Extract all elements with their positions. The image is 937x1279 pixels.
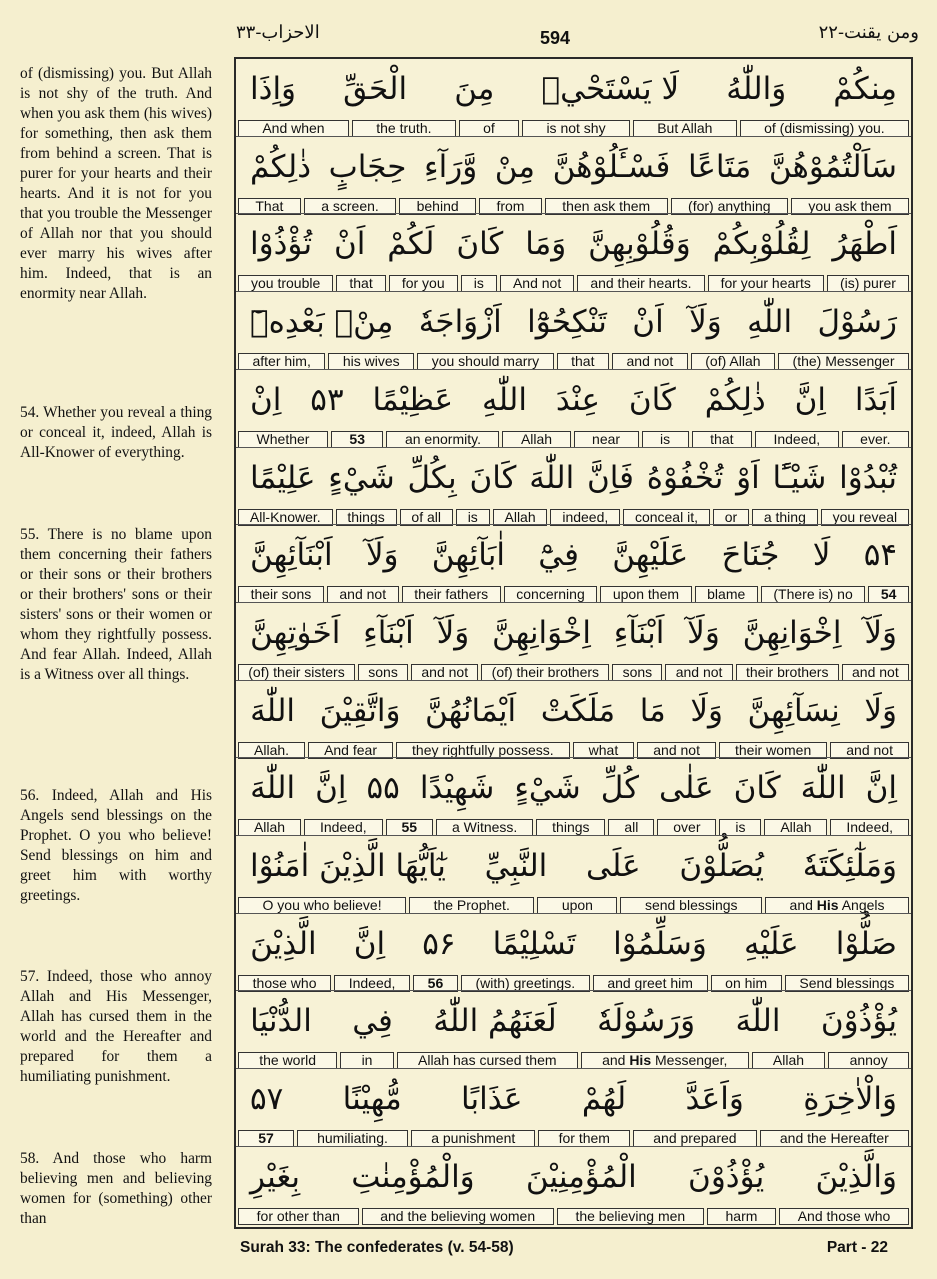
arabic-word: كَانَ xyxy=(456,226,504,263)
arabic-word: مَا xyxy=(639,692,666,729)
gloss-cell: the Prophet. xyxy=(409,897,534,914)
gloss-cell: ever. xyxy=(842,431,909,448)
arabic-word: وَلَآ xyxy=(436,614,470,651)
gloss-cell: and not xyxy=(411,664,478,681)
arabic-word: ذٰلِكُمْ xyxy=(704,381,766,418)
arabic-word: كُلِّ xyxy=(600,770,639,807)
arabic-word: فِي xyxy=(352,1003,393,1040)
arabic-word: الْمُؤْمِنِيْنَ xyxy=(525,1158,637,1195)
arabic-word: اَبْنَآءِ xyxy=(613,614,665,651)
gloss-cell: in xyxy=(340,1052,393,1069)
arabic-word: تُبْدُوْا xyxy=(839,459,897,496)
gloss-cell: is not shy xyxy=(522,120,630,137)
gloss-cell: 54 xyxy=(868,586,909,603)
arabic-word: اَنْ xyxy=(632,304,664,341)
arabic-word: ۵۶ xyxy=(422,925,456,962)
gloss-cell xyxy=(581,1052,749,1069)
gloss-cell: the truth. xyxy=(352,120,456,137)
arabic-word: الْحَقِّ xyxy=(343,71,408,107)
gloss-cell: sons xyxy=(612,664,662,681)
arabic-word: اَخَوٰتِهِنَّ xyxy=(250,614,341,651)
gloss-cell: those who xyxy=(238,975,331,992)
gloss-text: Messenger, xyxy=(651,1052,728,1069)
arabic-word: رَسُوْلَ xyxy=(817,304,897,341)
translation-paragraph: 56. Indeed, Allah and His Angels send blessings on the Prophet. O you who believe! Send blessings on him and greet him with worthy greetings. xyxy=(20,787,212,904)
arabic-word: اَزْوَاجَهٗ xyxy=(418,304,502,341)
gloss-cell: Allah xyxy=(752,1052,826,1069)
gloss-cell: a punishment xyxy=(411,1130,535,1147)
gloss-line xyxy=(238,1130,909,1147)
arabic-word: مَلَكَتْ xyxy=(540,692,616,729)
verse-row xyxy=(236,836,911,914)
gloss-cell: conceal it, xyxy=(623,509,710,526)
verse-row xyxy=(236,525,911,603)
gloss-cell: Allah xyxy=(502,431,570,448)
gloss-cell: (There is) no xyxy=(761,586,865,603)
row-divider xyxy=(236,136,911,137)
arabic-word: شَهِيْدًا xyxy=(419,770,495,807)
arabic-word: ۵۳ xyxy=(310,381,344,418)
row-divider xyxy=(236,835,911,836)
gloss-cell: and not xyxy=(665,664,732,681)
arabic-word: وَلَآ xyxy=(864,614,897,651)
arabic-word: نِسَآئِهِنَّ xyxy=(747,692,840,729)
gloss-cell: of xyxy=(459,120,519,137)
verse-row xyxy=(236,370,911,448)
arabic-word: مِنْ xyxy=(494,148,535,185)
gloss-cell: things xyxy=(536,819,605,836)
arabic-line xyxy=(236,914,911,974)
gloss-cell: Indeed, xyxy=(830,819,909,836)
gloss-cell: And fear xyxy=(308,742,393,759)
arabic-word: تَسْلِيْمًا xyxy=(492,925,576,962)
arabic-word: يُؤْذُوْنَ xyxy=(688,1158,765,1195)
arabic-word: اِنَّ xyxy=(865,770,897,807)
arabic-word: اَنْ xyxy=(333,226,366,263)
gloss-cell: Whether xyxy=(238,431,328,448)
arabic-line xyxy=(236,448,911,508)
arabic-word: عَلَى xyxy=(586,848,641,884)
gloss-cell: 56 xyxy=(413,975,458,992)
arabic-word: ۵۴ xyxy=(863,537,897,574)
gloss-cell: from xyxy=(479,198,542,215)
arabic-word: جُنَاحَ xyxy=(721,537,780,574)
gloss-cell: Send blessings xyxy=(785,975,909,992)
gloss-cell: is xyxy=(719,819,761,836)
arabic-line xyxy=(236,836,911,896)
arabic-line xyxy=(236,59,911,119)
gloss-text: and xyxy=(789,897,817,913)
gloss-cell: behind xyxy=(399,198,476,215)
verse-row xyxy=(236,914,911,992)
gloss-line xyxy=(238,198,909,215)
row-divider xyxy=(236,1068,911,1069)
gloss-cell: over xyxy=(657,819,716,836)
arabic-word: اللّٰهَ xyxy=(800,770,846,807)
arabic-word: اللّٰهِ xyxy=(482,381,527,418)
arabic-word: اِنَّ xyxy=(315,770,347,807)
gloss-line xyxy=(238,1052,909,1069)
arabic-line xyxy=(236,214,911,274)
arabic-word: لَعَنَهُمُ اللّٰهُ xyxy=(433,1003,557,1040)
arabic-word: اَطْهَرُ xyxy=(832,226,897,263)
gloss-line xyxy=(238,431,909,448)
gloss-cell: they rightfully possess. xyxy=(396,742,570,759)
gloss-cell: that xyxy=(336,275,385,292)
arabic-word: فَسْـَٔلُوْهُنَّ xyxy=(552,148,671,185)
gloss-text: Angels xyxy=(838,897,885,913)
arabic-word: بِغَيْرِ xyxy=(250,1158,301,1195)
row-divider xyxy=(236,757,911,758)
gloss-cell: an enormity. xyxy=(386,431,499,448)
gloss-cell xyxy=(765,897,909,914)
surah-title-arabic: الاحزاب-٣٣ xyxy=(236,22,320,43)
gloss-cell: Allah xyxy=(238,819,301,836)
gloss-cell: Indeed, xyxy=(755,431,839,448)
arabic-word: لِقُلُوْبِكُمْ xyxy=(712,226,811,263)
gloss-line xyxy=(238,275,909,292)
translation-paragraph: of (dismissing) you. But Allah is not shy of the truth. And when you ask them (his wives) for something, then ask them from behind a screen. That is purer for your hearts and their hearts. And it is not for you that you trouble the Messenger of Allah nor that you should ever marry his wives after him. Indeed, that is an enormity near Allah. xyxy=(20,65,212,302)
gloss-line xyxy=(238,742,909,759)
page-header xyxy=(0,22,937,50)
row-divider xyxy=(236,913,911,914)
gloss-cell: you trouble xyxy=(238,275,333,292)
gloss-cell: 55 xyxy=(386,819,433,836)
arabic-word: بِكُلِّ xyxy=(407,459,457,496)
arabic-word: عِنْدَ xyxy=(555,381,600,418)
gloss-cell: and prepared xyxy=(633,1130,757,1147)
arabic-word: تُؤْذُوْا xyxy=(250,226,313,263)
row-divider xyxy=(236,369,911,370)
gloss-cell: and not xyxy=(830,742,909,759)
gloss-cell: And when xyxy=(238,120,349,137)
verse-row xyxy=(236,991,911,1069)
arabic-word: يُؤْذُوْنَ xyxy=(820,1003,897,1040)
gloss-line xyxy=(238,353,909,370)
gloss-cell: for other than xyxy=(238,1208,359,1225)
gloss-cell: you reveal xyxy=(821,509,909,526)
gloss-cell: their fathers xyxy=(402,586,501,603)
verse-row xyxy=(236,59,911,137)
arabic-word: عَذَابًا xyxy=(461,1081,523,1118)
gloss-cell: is xyxy=(456,509,490,526)
gloss-cell: for your hearts xyxy=(708,275,824,292)
gloss-cell: and their hearts. xyxy=(577,275,704,292)
arabic-word: وَلَا xyxy=(690,692,723,729)
gloss-cell: And not xyxy=(500,275,574,292)
gloss-cell: indeed, xyxy=(550,509,620,526)
arabic-word: وَمَا xyxy=(525,226,567,263)
arabic-word: وَّرَآءِ xyxy=(424,148,478,185)
gloss-line xyxy=(238,975,909,992)
gloss-cell: a screen. xyxy=(304,198,396,215)
arabic-word: حِجَابٍ xyxy=(328,148,407,185)
page-number: 594 xyxy=(540,28,571,48)
row-divider xyxy=(236,524,911,525)
gloss-cell: on him xyxy=(711,975,782,992)
arabic-line xyxy=(236,603,911,663)
gloss-cell: harm xyxy=(707,1208,776,1225)
arabic-word: وَلَآ xyxy=(687,614,720,651)
arabic-word: وَلَا xyxy=(864,692,897,729)
gloss-cell: the believing men xyxy=(557,1208,704,1225)
arabic-word: مِنْۢ بَعْدِهٖٓ xyxy=(250,304,394,341)
gloss-cell: is xyxy=(642,431,689,448)
gloss-cell: their brothers xyxy=(736,664,839,681)
arabic-word: وَالَّذِيْنَ xyxy=(815,1158,897,1195)
gloss-cell: a thing xyxy=(752,509,818,526)
word-by-word-grid xyxy=(234,57,913,1229)
arabic-word: الَّذِيْنَ xyxy=(250,925,317,962)
verse-row xyxy=(236,758,911,836)
arabic-line xyxy=(236,292,911,352)
arabic-word: لَا يَسْتَحْيٖ xyxy=(541,71,680,107)
arabic-word: كَانَ xyxy=(733,770,781,807)
gloss-cell: annoy xyxy=(828,1052,909,1069)
arabic-word: وَالْمُؤْمِنٰتِ xyxy=(351,1158,475,1195)
gloss-cell: for them xyxy=(538,1130,630,1147)
gloss-cell: (for) anything xyxy=(671,198,788,215)
gloss-cell: of all xyxy=(400,509,453,526)
gloss-cell: and not xyxy=(637,742,716,759)
arabic-word: عَظِيْمًا xyxy=(372,381,454,418)
gloss-cell: all xyxy=(608,819,654,836)
arabic-word: ۵۷ xyxy=(250,1081,284,1118)
gloss-line xyxy=(238,120,909,137)
gloss-cell: and not xyxy=(842,664,909,681)
gloss-cell: 53 xyxy=(331,431,384,448)
gloss-cell: that xyxy=(692,431,752,448)
arabic-line xyxy=(236,1147,911,1207)
arabic-word: اَبَدًا xyxy=(854,381,897,418)
gloss-cell: after him, xyxy=(238,353,325,370)
gloss-cell: what xyxy=(573,742,635,759)
gloss-cell: Allah xyxy=(764,819,827,836)
verse-row xyxy=(236,1147,911,1225)
gloss-cell: blame xyxy=(695,586,758,603)
verse-row xyxy=(236,1069,911,1147)
gloss-cell: sons xyxy=(358,664,408,681)
gloss-cell: and the believing women xyxy=(362,1208,554,1225)
arabic-word: وَاِذَا xyxy=(250,71,297,107)
arabic-word: اللّٰهَ xyxy=(735,1003,781,1040)
gloss-cell: (the) Messenger xyxy=(778,353,909,370)
gloss-line xyxy=(238,1208,909,1225)
verse-row xyxy=(236,292,911,370)
arabic-word: اللّٰهَ xyxy=(250,692,296,729)
gloss-cell: then ask them xyxy=(545,198,668,215)
arabic-word: لَكُمْ xyxy=(387,226,435,263)
translation-paragraph: 55. There is no blame upon them concerning their fathers or their sons or their brothers or their brothers' sons or their sisters' sons or their women or whom they rightfully possess. And fear Allah. Indeed, Allah is a Witness over all things. xyxy=(20,526,212,683)
arabic-word: تَنْكِحُوْٓا xyxy=(527,304,607,341)
arabic-word: اللّٰهَ xyxy=(529,459,575,496)
arabic-line xyxy=(236,370,911,430)
translation-paragraph: 57. Indeed, those who annoy Allah and His Messenger, Allah has cursed them in the world and the Hereafter and prepared for them a humiliating punishment. xyxy=(20,968,212,1085)
part-footer: Part - 22 xyxy=(826,1239,888,1256)
gloss-cell: But Allah xyxy=(633,120,737,137)
gloss-cell: Indeed, xyxy=(334,975,410,992)
arabic-word: اِنَّ xyxy=(794,381,826,418)
arabic-word: صَلُّوْا xyxy=(835,925,897,962)
gloss-cell: upon xyxy=(537,897,617,914)
arabic-word: اَبْنَآئِهِنَّ xyxy=(250,537,333,574)
surah-footer: Surah 33: The confederates (v. 54-58) xyxy=(240,1239,514,1256)
arabic-word: النَّبِيِّ xyxy=(484,848,548,884)
gloss-cell: (of) their brothers xyxy=(481,664,609,681)
gloss-cell: Allah xyxy=(493,509,548,526)
arabic-word: يُصَلُّوْنَ xyxy=(679,848,764,884)
gloss-cell: near xyxy=(574,431,639,448)
row-divider xyxy=(236,602,911,603)
arabic-word: اللّٰهِ xyxy=(747,304,793,341)
arabic-word: كَانَ xyxy=(469,459,517,496)
arabic-word: شَيْءٍ xyxy=(514,770,581,807)
arabic-word: عَلٰى xyxy=(659,770,714,807)
arabic-word: وَلَآ xyxy=(689,304,722,341)
arabic-line xyxy=(236,991,911,1051)
gloss-cell: or xyxy=(713,509,749,526)
gloss-cell: and the Hereafter xyxy=(760,1130,909,1147)
verse-row xyxy=(236,681,911,759)
arabic-word: اللّٰهَ xyxy=(250,770,296,807)
arabic-word: فَاِنَّ xyxy=(586,459,634,496)
row-divider xyxy=(236,680,911,681)
gloss-cell: a Witness. xyxy=(436,819,533,836)
row-divider xyxy=(236,990,911,991)
gloss-cell: for you xyxy=(389,275,458,292)
arabic-word: سَاَلْتُمُوْهُنَّ xyxy=(768,148,897,185)
gloss-cell: (with) greetings. xyxy=(461,975,590,992)
gloss-line xyxy=(238,586,909,603)
arabic-line xyxy=(236,1069,911,1129)
arabic-word: مِنكُمْ xyxy=(833,71,897,107)
gloss-cell: Allah. xyxy=(238,742,305,759)
gloss-line xyxy=(238,897,909,914)
arabic-word: يٰٓاَيُّهَا الَّذِيْنَ اٰمَنُوْا xyxy=(250,848,446,884)
gloss-cell: their sons xyxy=(238,586,324,603)
arabic-word: لَا xyxy=(812,537,831,574)
verse-row xyxy=(236,448,911,526)
arabic-word: وَسَلِّمُوْا xyxy=(613,925,707,962)
gloss-line xyxy=(238,664,909,681)
arabic-word: مَتَاعًا xyxy=(687,148,752,185)
arabic-word: وَاَعَدَّ xyxy=(685,1081,744,1118)
gloss-cell: Indeed, xyxy=(304,819,383,836)
arabic-line xyxy=(236,681,911,741)
gloss-cell: of (dismissing) you. xyxy=(740,120,909,137)
arabic-word: ۵۵ xyxy=(366,770,400,807)
verse-row xyxy=(236,137,911,215)
row-divider xyxy=(236,447,911,448)
gloss-cell: his wives xyxy=(328,353,414,370)
arabic-word: اَوْ xyxy=(736,459,760,496)
arabic-word: شَيْـًٔا xyxy=(772,459,827,496)
gloss-cell: is xyxy=(461,275,497,292)
arabic-word: اِنْ xyxy=(250,381,282,418)
arabic-word: اِنَّ xyxy=(353,925,386,962)
arabic-word: اَبْنَآءِ xyxy=(363,614,414,651)
gloss-cell: (is) purer xyxy=(827,275,909,292)
juz-title-arabic: ومن يقنت-٢٢ xyxy=(818,22,919,43)
arabic-word: كَانَ xyxy=(628,381,676,418)
arabic-word: مُّهِيْنًا xyxy=(342,1081,402,1118)
arabic-word: تُخْفُوْهُ xyxy=(646,459,724,496)
arabic-word: عَلَيْهِ xyxy=(743,925,799,962)
gloss-cell: that xyxy=(557,353,609,370)
gloss-cell: (of) Allah xyxy=(691,353,775,370)
translation-paragraph: 54. Whether you reveal a thing or conceal it, indeed, Allah is All-Knower of everything. xyxy=(20,404,212,461)
arabic-line xyxy=(236,525,911,585)
gloss-cell: And those who xyxy=(779,1208,909,1225)
gloss-cell: the world xyxy=(238,1052,337,1069)
gloss-cell: and not xyxy=(612,353,688,370)
gloss-cell: 57 xyxy=(238,1130,294,1147)
arabic-word: وَلَآ xyxy=(365,537,399,574)
gloss-cell: you ask them xyxy=(791,198,909,215)
arabic-word: اِخْوَانِهِنَّ xyxy=(492,614,591,651)
gloss-cell: you should marry xyxy=(417,353,553,370)
arabic-word: وَقُلُوْبِهِنَّ xyxy=(588,226,691,263)
arabic-line xyxy=(236,758,911,818)
gloss-cell: humiliating. xyxy=(297,1130,408,1147)
gloss-cell: (of) their sisters xyxy=(238,664,355,681)
row-divider xyxy=(236,213,911,214)
gloss-bold: His xyxy=(629,1052,652,1069)
arabic-word: شَيْءٍ xyxy=(328,459,395,496)
gloss-cell: Allah has cursed them xyxy=(397,1052,578,1069)
verse-row xyxy=(236,214,911,292)
row-divider xyxy=(236,291,911,292)
arabic-word: اٰبَآئِهِنَّ xyxy=(431,537,505,574)
arabic-word: وَاتَّقِيْنَ xyxy=(319,692,401,729)
arabic-word: لَهُمْ xyxy=(581,1081,627,1118)
arabic-word: اَيْمَانُهُنَّ xyxy=(425,692,517,729)
gloss-cell: things xyxy=(336,509,397,526)
arabic-word: فِيْٓ xyxy=(538,537,579,574)
arabic-word: اِخْوَانِهِنَّ xyxy=(742,614,842,651)
gloss-cell: send blessings xyxy=(620,897,762,914)
gloss-cell: All-Knower. xyxy=(238,509,333,526)
gloss-line xyxy=(238,509,909,526)
verse-row xyxy=(236,603,911,681)
arabic-word: وَمَلٰٓئِكَتَهٗ xyxy=(802,848,897,884)
gloss-cell: and not xyxy=(327,586,399,603)
arabic-word: الدُّنْيَا xyxy=(250,1003,312,1040)
arabic-word: وَاللّٰهُ xyxy=(726,71,787,107)
arabic-word: عَلِيْمًا xyxy=(250,459,316,496)
arabic-word: وَالْاٰخِرَةِ xyxy=(803,1081,897,1118)
gloss-cell: O you who believe! xyxy=(238,897,406,914)
arabic-word: عَلَيْهِنَّ xyxy=(612,537,689,574)
gloss-cell: concerning xyxy=(504,586,598,603)
gloss-line xyxy=(238,819,909,836)
gloss-cell: That xyxy=(238,198,301,215)
row-divider xyxy=(236,1146,911,1147)
arabic-word: وَرَسُوْلَهٗ xyxy=(597,1003,696,1040)
gloss-bold: His xyxy=(816,897,839,913)
translation-paragraph: 58. And those who harm believing men and believing women for (something) other than xyxy=(20,1150,212,1227)
arabic-word: ذٰلِكُمْ xyxy=(250,148,312,185)
gloss-cell: upon them xyxy=(600,586,691,603)
gloss-cell: their women xyxy=(719,742,827,759)
arabic-word: مِنَ xyxy=(454,71,495,107)
arabic-line xyxy=(236,137,911,197)
gloss-cell: and greet him xyxy=(593,975,708,992)
gloss-text: and xyxy=(602,1052,630,1069)
